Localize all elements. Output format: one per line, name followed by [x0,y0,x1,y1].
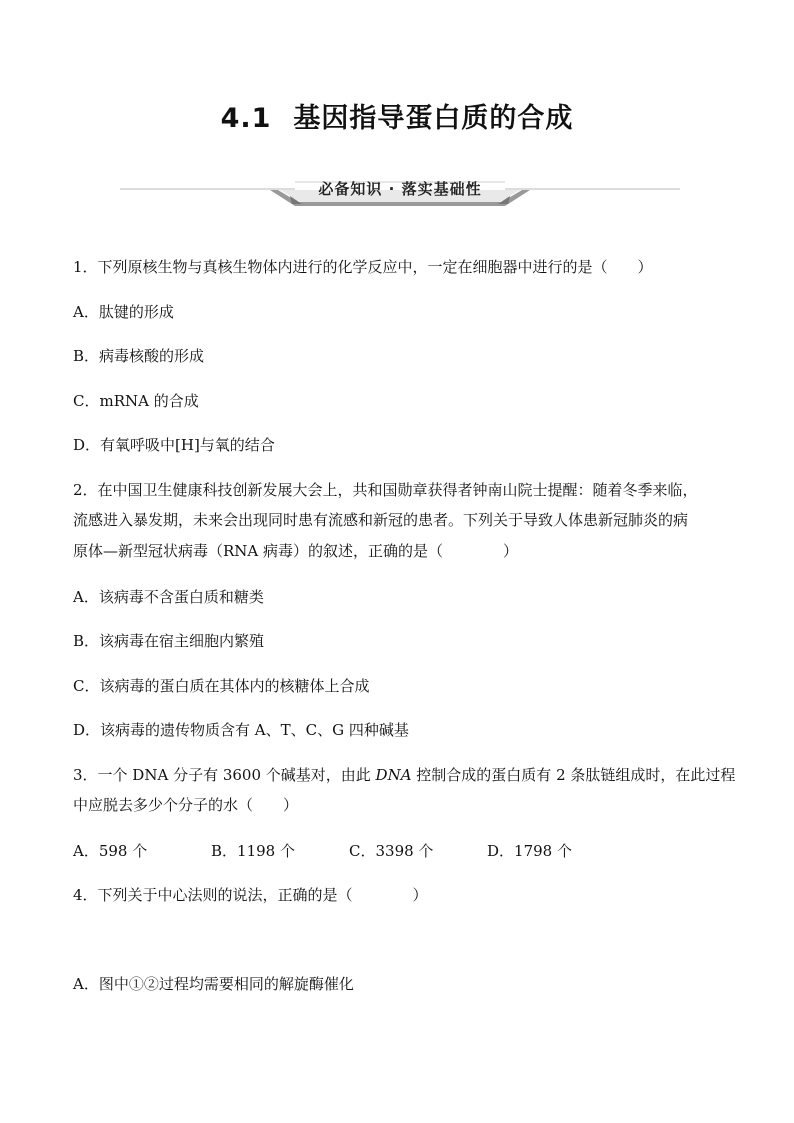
question-3-stem-line-2: 中应脱去多少个分子的水（ ） [73,796,299,814]
section-number: 4.1 [220,103,272,134]
question-2-stem-line-3: 原体—新型冠状病毒（RNA 病毒）的叙述，正确的是（ ） [73,542,519,560]
question-2-option-c: C．该病毒的蛋白质在其体内的核糖体上合成 [73,677,370,695]
question-4-option-a: A．图中①②过程均需要相同的解旋酶催化 [73,975,354,993]
question-2-stem-line-2: 流感进入暴发期，未来会出现同时患有流感和新冠的患者。下列关于导致人体患新冠肺炎的病 [73,511,689,529]
question-3-option-c: C．3398 个 [349,842,434,860]
question-3-option-a: A．598 个 [73,842,148,860]
question-3-stem-dna-italic: DNA [375,766,412,784]
section-title: 基因指导蛋白质的合成 [293,103,574,134]
question-3-stem-part-1: 3．一个 DNA 分子有 3600 个碱基对，由此 [73,766,376,784]
page-title [0,96,794,135]
banner-text: 必备知识 · 落实基础性 [318,180,482,198]
question-2-stem-line-1: 2．在中国卫生健康科技创新发展大会上，共和国勋章获得者钟南山院士提醒：随着冬季来临， [73,481,698,499]
question-3-option-b: B．1198 个 [211,842,295,860]
question-1-option-c: C．mRNA 的合成 [73,392,199,410]
question-1-option-a: A．肽键的形成 [73,303,174,321]
question-3-option-d: D．1798 个 [487,842,572,860]
question-1-option-d: D．有氧呼吸中[H]与氧的结合 [73,436,275,454]
question-3-options [73,841,673,861]
question-4-stem: 4．下列关于中心法则的说法，正确的是（ ） [73,886,428,904]
question-3-stem-part-2: 控制合成的蛋白质有 2 条肽链组成时，在此过程 [411,766,736,784]
question-3-stem-line-1 [73,765,735,785]
question-1-option-b: B．病毒核酸的形成 [73,347,205,365]
question-2-option-b: B．该病毒在宿主细胞内繁殖 [73,632,265,650]
section-banner [120,170,680,210]
question-2-option-a: A．该病毒不含蛋白质和糖类 [73,588,264,606]
question-1-stem: 1．下列原核生物与真核生物体内进行的化学反应中，一定在细胞器中进行的是（ ） [73,258,653,276]
question-2-option-d: D．该病毒的遗传物质含有 A、T、C、G 四种碱基 [73,721,409,739]
